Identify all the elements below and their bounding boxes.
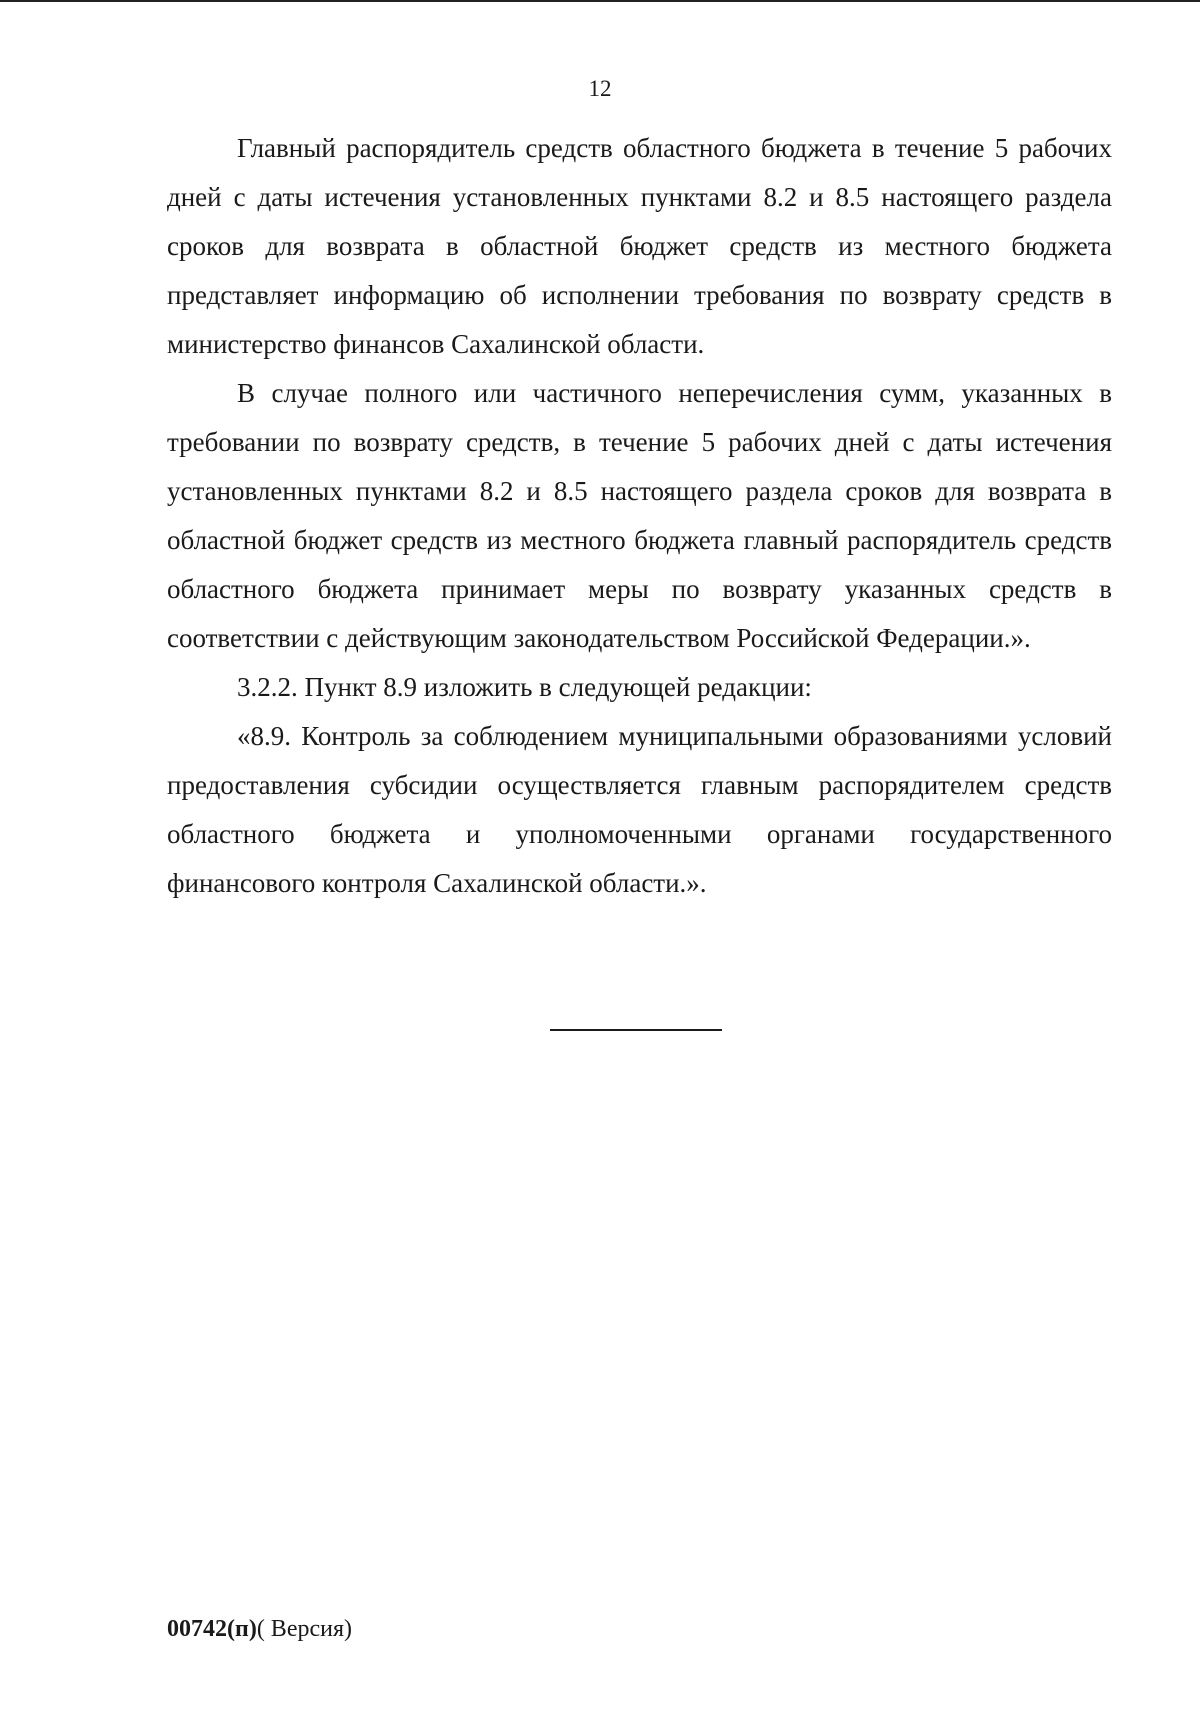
document-code: 00742(п): [167, 1616, 257, 1642]
document-footer: [167, 1616, 352, 1643]
document-body: [167, 124, 1112, 908]
paragraph-return-info: Главный распорядитель средств областного бюджета в течение 5 рабочих дней с даты истечения установленных пунктами 8.2 и 8.5 настоящего раздела сроков для возврата в областной бюджет средств из местного бюджета представляет информацию об исполнении требования по возврату средств в министерство финансов Сахалинской области.: [167, 133, 1112, 359]
end-of-text-line: [550, 1029, 722, 1031]
paragraph-non-transfer: В случае полного или частичного неперечисления сумм, указанных в требовании по возврату средств, в течение 5 рабочих дней с даты истечения установленных пунктами 8.2 и 8.5 настоящего раздела сроков для возврата в областной бюджет средств из местного бюджета главный распорядитель средств областного бюджета принимает меры по возврату указанных средств в соответствии с действующим законодательством Российской Федерации.».: [167, 378, 1112, 653]
paragraph-control-clause: «8.9. Контроль за соблюдением муниципальными образованиями условий предоставления субсидии осуществляется главным распорядителем средств областного бюджета и уполномоченными органами государственного финансового контроля Сахалинской области.».: [167, 721, 1112, 898]
top-border-line: [0, 0, 1200, 2]
paragraph-amendment-heading: 3.2.2. Пункт 8.9 изложить в следующей редакции:: [237, 672, 812, 702]
page-number: 12: [588, 76, 612, 101]
document-version: ( Версия): [256, 1616, 352, 1642]
